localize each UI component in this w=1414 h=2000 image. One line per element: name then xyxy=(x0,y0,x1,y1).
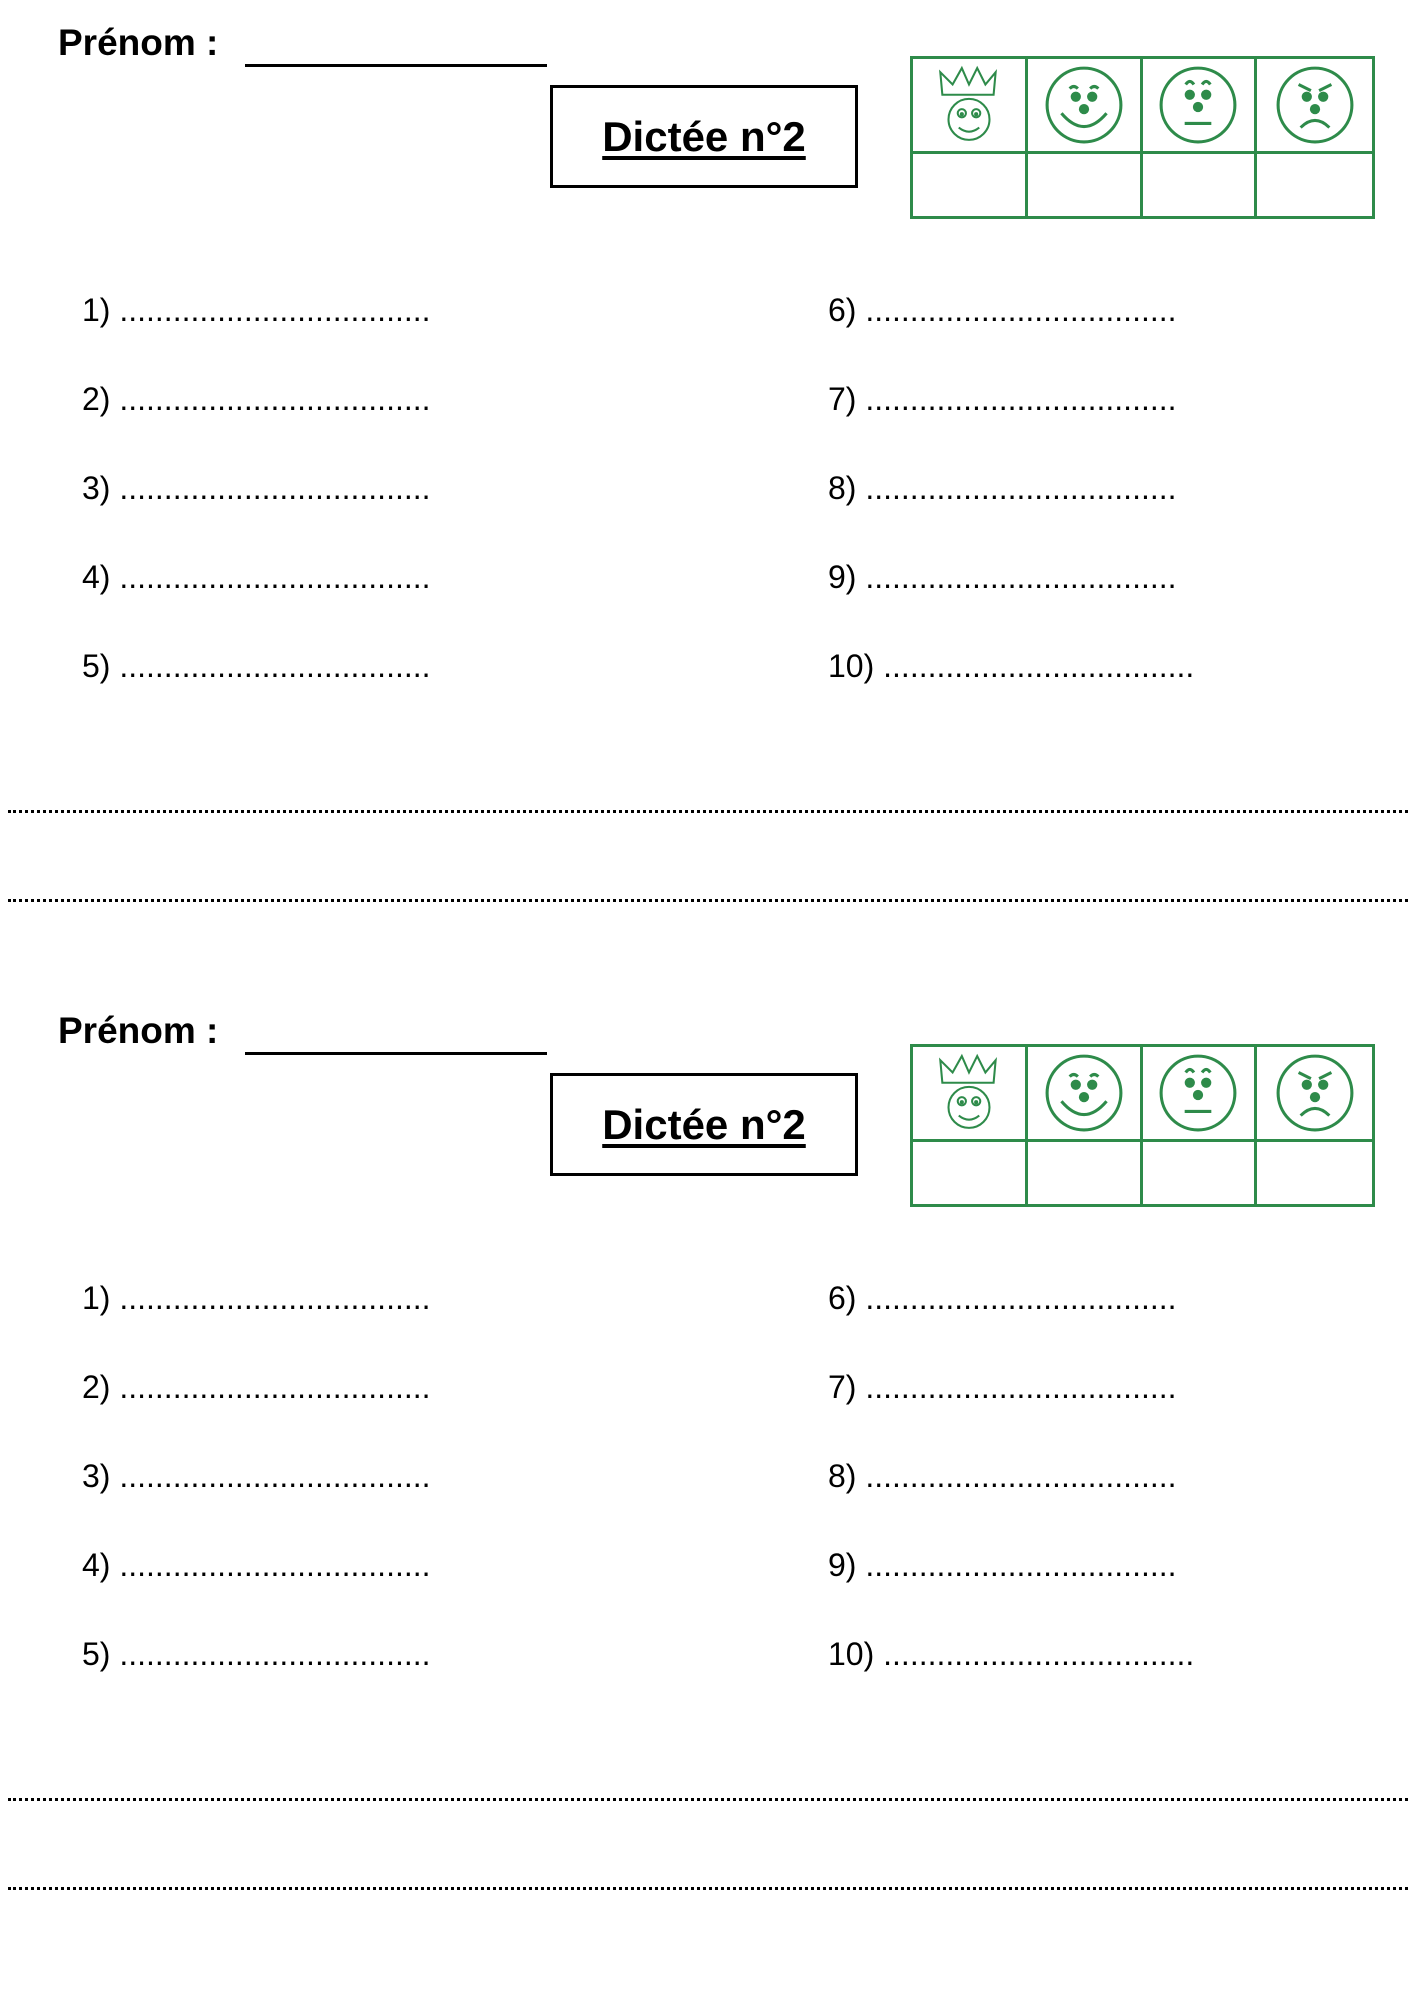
rating-grid xyxy=(910,56,1375,219)
rating-crown-box[interactable] xyxy=(913,154,1028,216)
rating-sad-box[interactable] xyxy=(1257,1142,1372,1204)
neutral-face-icon xyxy=(1157,1052,1239,1134)
sad-face-icon xyxy=(1274,1052,1356,1134)
answer-line-6[interactable]: 6) ................................... xyxy=(828,1280,1177,1316)
answer-line-4[interactable]: 4) ................................... xyxy=(82,1547,431,1583)
page-title: Dictée n°2 xyxy=(602,1100,806,1148)
rating-happy-box[interactable] xyxy=(1028,154,1143,216)
rating-grid xyxy=(910,1044,1375,1207)
rating-sad-cell xyxy=(1257,59,1372,154)
happy-face-icon xyxy=(1043,64,1125,146)
answer-line-8[interactable]: 8) ................................... xyxy=(828,470,1177,506)
rating-crown-cell xyxy=(913,59,1028,154)
prenom-input-line[interactable] xyxy=(245,1052,547,1055)
crown-face-icon xyxy=(928,1052,1010,1134)
rating-crown-box[interactable] xyxy=(913,1142,1028,1204)
sad-face-icon xyxy=(1274,64,1356,146)
answer-line-6[interactable]: 6) ................................... xyxy=(828,292,1177,328)
prenom-label: Prénom : xyxy=(58,1010,219,1051)
answer-line-10[interactable]: 10) ................................... xyxy=(828,648,1195,684)
answer-line-2[interactable]: 2) ................................... xyxy=(82,381,431,417)
rating-neutral-cell xyxy=(1143,59,1258,154)
rating-sad-cell xyxy=(1257,1047,1372,1142)
answer-line-7[interactable]: 7) ................................... xyxy=(828,1369,1177,1405)
title-box xyxy=(550,1073,858,1176)
prenom-input-line[interactable] xyxy=(245,64,547,67)
prenom-label: Prénom : xyxy=(58,22,219,63)
sentence-line-2[interactable] xyxy=(8,899,1408,902)
sentence-line-1[interactable] xyxy=(8,810,1408,813)
title-box xyxy=(550,85,858,188)
answer-line-8[interactable]: 8) ................................... xyxy=(828,1458,1177,1494)
dictation-sheet-top xyxy=(0,0,1414,990)
answer-line-7[interactable]: 7) ................................... xyxy=(828,381,1177,417)
answer-line-1[interactable]: 1) ................................... xyxy=(82,1280,431,1316)
sentence-line-1[interactable] xyxy=(8,1798,1408,1801)
answer-line-1[interactable]: 1) ................................... xyxy=(82,292,431,328)
crown-face-icon xyxy=(928,64,1010,146)
answer-line-10[interactable]: 10) ................................... xyxy=(828,1636,1195,1672)
rating-crown-cell xyxy=(913,1047,1028,1142)
rating-happy-cell xyxy=(1028,1047,1143,1142)
rating-happy-box[interactable] xyxy=(1028,1142,1143,1204)
happy-face-icon xyxy=(1043,1052,1125,1134)
rating-happy-cell xyxy=(1028,59,1143,154)
answer-line-5[interactable]: 5) ................................... xyxy=(82,648,431,684)
answer-line-2[interactable]: 2) ................................... xyxy=(82,1369,431,1405)
dictation-sheet-bottom xyxy=(0,988,1414,1978)
sentence-line-2[interactable] xyxy=(8,1887,1408,1890)
rating-neutral-cell xyxy=(1143,1047,1258,1142)
rating-sad-box[interactable] xyxy=(1257,154,1372,216)
answer-line-9[interactable]: 9) ................................... xyxy=(828,559,1177,595)
answer-line-9[interactable]: 9) ................................... xyxy=(828,1547,1177,1583)
rating-neutral-box[interactable] xyxy=(1143,154,1258,216)
answer-line-3[interactable]: 3) ................................... xyxy=(82,1458,431,1494)
answer-line-4[interactable]: 4) ................................... xyxy=(82,559,431,595)
rating-neutral-box[interactable] xyxy=(1143,1142,1258,1204)
neutral-face-icon xyxy=(1157,64,1239,146)
answer-line-5[interactable]: 5) ................................... xyxy=(82,1636,431,1672)
answer-line-3[interactable]: 3) ................................... xyxy=(82,470,431,506)
page-title: Dictée n°2 xyxy=(602,112,806,160)
